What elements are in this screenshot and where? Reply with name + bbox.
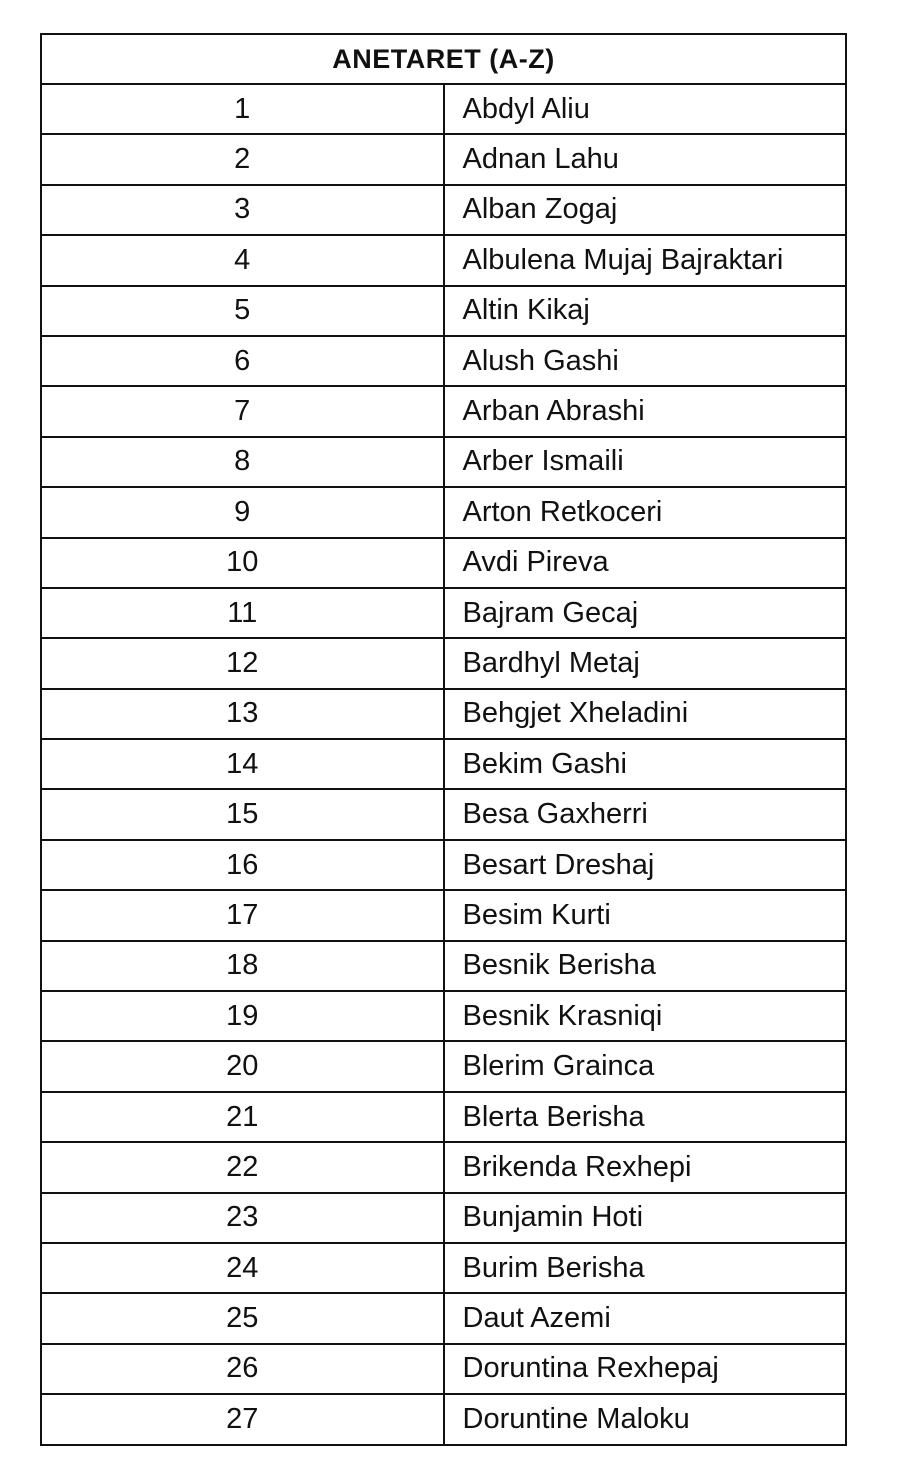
member-name: Bunjamin Hoti [444, 1193, 847, 1243]
row-number: 19 [41, 991, 444, 1041]
member-name: Besnik Krasniqi [444, 991, 847, 1041]
table-title: ANETARET (A-Z) [41, 34, 846, 84]
table-row [41, 538, 846, 588]
table-row [41, 437, 846, 487]
row-number: 23 [41, 1193, 444, 1243]
table-row [41, 134, 846, 184]
table-body [41, 84, 846, 1445]
member-name: Burim Berisha [444, 1243, 847, 1293]
member-name: Avdi Pireva [444, 538, 847, 588]
member-name: Besart Dreshaj [444, 840, 847, 890]
member-name: Blerta Berisha [444, 1092, 847, 1142]
table-row [41, 789, 846, 839]
table-row [41, 1243, 846, 1293]
table-row [41, 1142, 846, 1192]
table-row [41, 1293, 846, 1343]
member-name: Blerim Grainca [444, 1041, 847, 1091]
table-row [41, 1092, 846, 1142]
table-row [41, 840, 846, 890]
row-number: 2 [41, 134, 444, 184]
table-row [41, 1344, 846, 1394]
member-name: Bajram Gecaj [444, 588, 847, 638]
row-number: 1 [41, 84, 444, 134]
member-name: Arban Abrashi [444, 386, 847, 436]
member-name: Alban Zogaj [444, 185, 847, 235]
member-name: Besa Gaxherri [444, 789, 847, 839]
table-row [41, 941, 846, 991]
row-number: 13 [41, 689, 444, 739]
row-number: 3 [41, 185, 444, 235]
table-row [41, 890, 846, 940]
member-name: Arton Retkoceri [444, 487, 847, 537]
table-header-row [41, 34, 846, 84]
row-number: 26 [41, 1344, 444, 1394]
member-name: Behgjet Xheladini [444, 689, 847, 739]
table-row [41, 286, 846, 336]
row-number: 11 [41, 588, 444, 638]
row-number: 25 [41, 1293, 444, 1343]
row-number: 18 [41, 941, 444, 991]
member-name: Adnan Lahu [444, 134, 847, 184]
member-name: Doruntina Rexhepaj [444, 1344, 847, 1394]
row-number: 24 [41, 1243, 444, 1293]
table-row [41, 638, 846, 688]
row-number: 5 [41, 286, 444, 336]
member-name: Bekim Gashi [444, 739, 847, 789]
table-row [41, 588, 846, 638]
row-number: 4 [41, 235, 444, 285]
member-name: Bardhyl Metaj [444, 638, 847, 688]
table-row [41, 235, 846, 285]
row-number: 7 [41, 386, 444, 436]
row-number: 14 [41, 739, 444, 789]
table-row [41, 739, 846, 789]
row-number: 22 [41, 1142, 444, 1192]
table-row [41, 185, 846, 235]
row-number: 6 [41, 336, 444, 386]
member-name: Daut Azemi [444, 1293, 847, 1343]
row-number: 27 [41, 1394, 444, 1444]
row-number: 16 [41, 840, 444, 890]
member-name: Doruntine Maloku [444, 1394, 847, 1444]
row-number: 21 [41, 1092, 444, 1142]
members-table [40, 33, 847, 1446]
row-number: 10 [41, 538, 444, 588]
row-number: 15 [41, 789, 444, 839]
member-name: Brikenda Rexhepi [444, 1142, 847, 1192]
member-name: Abdyl Aliu [444, 84, 847, 134]
table-row [41, 1193, 846, 1243]
row-number: 20 [41, 1041, 444, 1091]
table-row [41, 487, 846, 537]
table-row [41, 386, 846, 436]
table-row [41, 1394, 846, 1444]
member-name: Besnik Berisha [444, 941, 847, 991]
member-name: Besim Kurti [444, 890, 847, 940]
table-row [41, 1041, 846, 1091]
member-name: Alush Gashi [444, 336, 847, 386]
row-number: 9 [41, 487, 444, 537]
row-number: 17 [41, 890, 444, 940]
table-row [41, 689, 846, 739]
row-number: 12 [41, 638, 444, 688]
table-row [41, 84, 846, 134]
member-name: Arber Ismaili [444, 437, 847, 487]
row-number: 8 [41, 437, 444, 487]
member-name: Altin Kikaj [444, 286, 847, 336]
member-name: Albulena Mujaj Bajraktari [444, 235, 847, 285]
table-row [41, 336, 846, 386]
table-row [41, 991, 846, 1041]
